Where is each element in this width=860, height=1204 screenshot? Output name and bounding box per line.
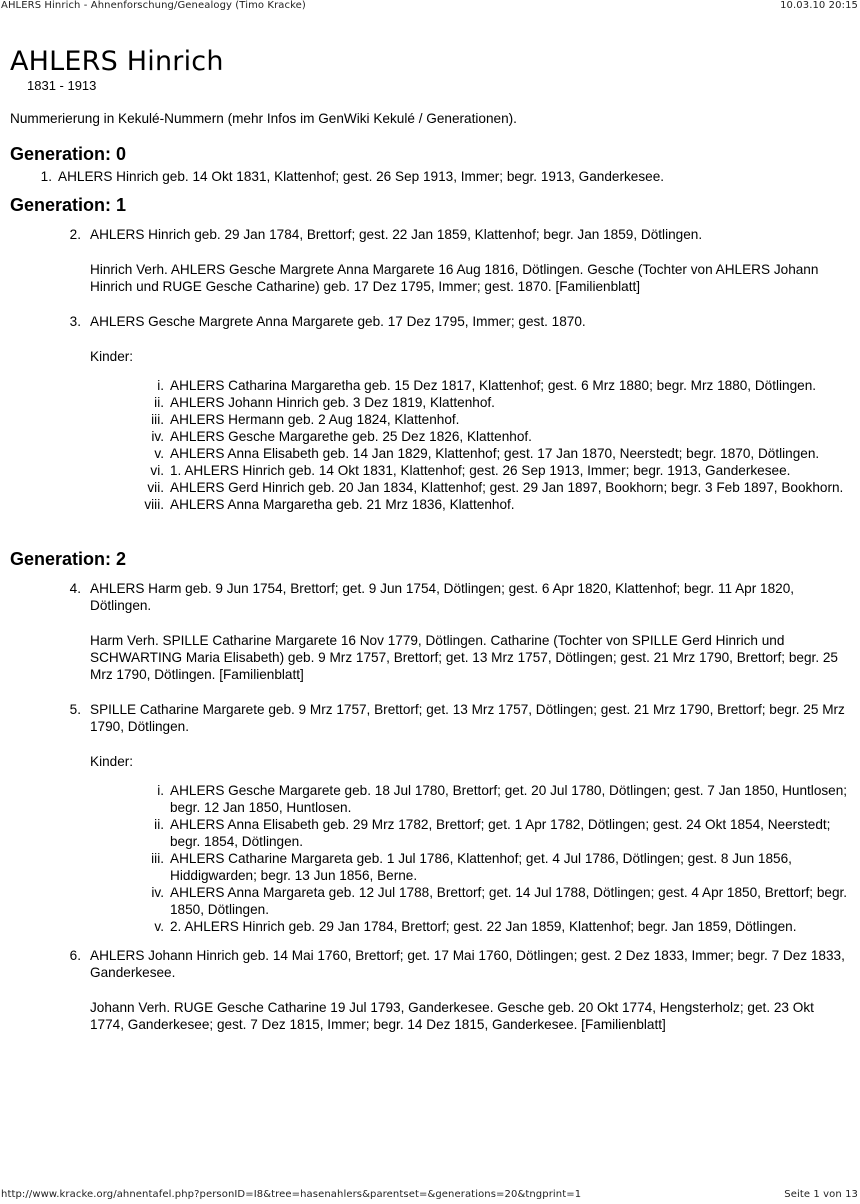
children-list [10,377,848,513]
child-item [10,884,848,918]
child-text: AHLERS Anna Elisabeth geb. 29 Mrz 1782, Brettorf; get. 1 Apr 1782, Dötlingen; gest. 24 Okt 1854, Neerstedt; begr. 1854, Dötlingen. [170,817,831,849]
child-text: AHLERS Gesche Margarethe geb. 25 Dez 1826, Klattenhof. [170,429,532,444]
child-item [10,918,848,935]
child-number: iv. [151,429,164,444]
generation-list [10,580,848,1033]
kekule-number: 3. [69,314,81,329]
generation-heading: Generation: 2 [10,549,127,569]
child-number: vi. [150,463,164,478]
generation-heading: Generation: 0 [10,144,127,164]
child-number: iii. [151,851,164,866]
child-number: iii. [151,412,164,427]
child-item [10,782,848,816]
child-item [10,479,848,496]
child-number: v. [154,446,164,461]
generation-list [10,226,848,513]
ancestor-entry [10,701,848,935]
child-text: AHLERS Anna Margaretha geb. 21 Mrz 1836, Klattenhof. [170,497,515,512]
generation-list [10,168,848,185]
ancestor-text: AHLERS Hinrich geb. 29 Jan 1784, Brettorf; gest. 22 Jan 1859, Klattenhof; begr. Jan 1859, Dötlingen. [90,227,703,242]
kekule-number: 5. [69,702,81,717]
print-footer [0,1189,860,1203]
child-item [10,850,848,884]
child-text: 1. AHLERS Hinrich geb. 14 Okt 1831, Klattenhof; gest. 26 Sep 1913, Immer; begr. 1913, Ganderkesee. [170,463,791,478]
ancestor-entry [10,580,848,683]
child-number: viii. [144,497,164,512]
child-text: AHLERS Gerd Hinrich geb. 20 Jan 1834, Klattenhof; gest. 29 Jan 1897, Bookhorn; begr. 3 Feb 1897, Bookhorn. [170,480,844,495]
life-dates: 1831 - 1913 [27,78,97,93]
child-number: iv. [151,885,164,900]
child-text: AHLERS Hermann geb. 2 Aug 1824, Klattenhof. [170,412,460,427]
intro-text: Nummerierung in Kekulé-Nummern (mehr Infos im GenWiki Kekulé / Generationen). [10,111,517,126]
ancestor-text: AHLERS Gesche Margrete Anna Margarete geb. 17 Dez 1795, Immer; gest. 1870. [90,314,586,329]
print-header-title: AHLERS Hinrich - Ahnenforschung/Genealogy (Timo Kracke) [1,0,306,11]
child-item [10,394,848,411]
child-text: AHLERS Anna Margareta geb. 12 Jul 1788, Brettorf; get. 14 Jul 1788, Dötlingen; gest. 4 Apr 1850, Brettorf; begr. 1850, Dötlingen. [170,885,848,917]
child-item [10,377,848,394]
ancestor-entry [10,226,848,295]
ancestor-text: AHLERS Harm geb. 9 Jun 1754, Brettorf; get. 9 Jun 1754, Dötlingen; gest. 6 Apr 1820, Klattenhof; begr. 11 Apr 1820, Dötlingen. [90,581,795,613]
kekule-number: 6. [69,948,81,963]
child-number: v. [154,919,164,934]
child-item [10,445,848,462]
print-header [0,0,860,14]
print-footer-page-number: Seite 1 von 13 [784,1189,858,1200]
ancestor-text: SPILLE Catharine Margarete geb. 9 Mrz 1757, Brettorf; get. 13 Mrz 1757, Dötlingen; gest. 21 Mrz 1790, Brettorf; begr. 25 Mrz 1790, Dötlingen. [90,702,845,734]
child-item [10,462,848,479]
print-footer-url: http://www.kracke.org/ahnentafel.php?personID=I8&tree=hasenahlers&parentset=&generations=20&tngprint=1 [1,1189,582,1200]
child-item [10,428,848,445]
kekule-number: 1. [40,169,52,184]
ancestor-text: AHLERS Hinrich geb. 14 Okt 1831, Klattenhof; gest. 26 Sep 1913, Immer; begr. 1913, Ganderkesee. [58,169,665,184]
generation-heading: Generation: 1 [10,195,127,215]
child-number: i. [157,378,164,393]
child-text: AHLERS Catharina Margaretha geb. 15 Dez 1817, Klattenhof; gest. 6 Mrz 1880; begr. Mrz 1880, Dötlingen. [170,378,817,393]
kekule-number: 2. [69,227,81,242]
children-label: Kinder: [90,754,134,769]
marriage-text: Johann Verh. RUGE Gesche Catharine 19 Jul 1793, Ganderkesee. Gesche geb. 20 Okt 1774, Hengsterholz; get. 23 Okt 1774, Ganderkesee; gest. 7 Dez 1815, Immer; begr. 14 Dez 1815, Ganderkesee. [Familienblatt] [90,1000,814,1032]
children-list [10,782,848,935]
child-text: AHLERS Gesche Margarete geb. 18 Jul 1780, Brettorf; get. 20 Jul 1780, Dötlingen; gest. 7 Jan 1850, Huntlosen; begr. 12 Jan 1850, Huntlosen. [170,783,848,815]
child-text: 2. AHLERS Hinrich geb. 29 Jan 1784, Brettorf; gest. 22 Jan 1859, Klattenhof; begr. Jan 1859, Dötlingen. [170,919,797,934]
marriage-text: Harm Verh. SPILLE Catharine Margarete 16 Nov 1779, Dötlingen. Catharine (Tochter von SPILLE Gerd Hinrich und SCHWARTING Maria Elisabeth) geb. 9 Mrz 1757, Brettorf; get. 13 Mrz 1757, Dötlingen; gest. 21 Mrz 1790, Brettorf; begr. 25 Mrz 1790, Dötlingen. [Familienblatt] [90,633,838,682]
marriage-text: Hinrich Verh. AHLERS Gesche Margrete Anna Margarete 16 Aug 1816, Dötlingen. Gesche (Tochter von AHLERS Johann Hinrich und RUGE Gesche Catharine) geb. 17 Dez 1795, Immer; gest. 1870. [Familienblatt] [90,262,819,294]
child-text: AHLERS Johann Hinrich geb. 3 Dez 1819, Klattenhof. [170,395,495,410]
children-label: Kinder: [90,349,134,364]
print-header-datetime: 10.03.10 20:15 [780,0,858,11]
page-content [10,46,848,1033]
child-number: ii. [154,395,164,410]
child-text: AHLERS Anna Elisabeth geb. 14 Jan 1829, Klattenhof; gest. 17 Jan 1870, Neerstedt; begr. 1870, Dötlingen. [170,446,820,461]
kekule-number: 4. [69,581,81,596]
child-number: i. [157,783,164,798]
child-number: ii. [154,817,164,832]
ancestor-entry [10,947,848,1033]
page-title: AHLERS Hinrich [10,46,224,77]
child-item [10,411,848,428]
child-item [10,496,848,513]
ancestor-entry [10,313,848,513]
child-number: vii. [147,480,164,495]
ancestor-entry [10,168,848,185]
child-text: AHLERS Catharine Margareta geb. 1 Jul 1786, Klattenhof; get. 4 Jul 1786, Dötlingen; gest. 8 Jun 1856, Hiddigwarden; begr. 13 Jun 1856, Berne. [170,851,792,883]
child-item [10,816,848,850]
ancestor-text: AHLERS Johann Hinrich geb. 14 Mai 1760, Brettorf; get. 17 Mai 1760, Dötlingen; gest. 2 Dez 1833, Immer; begr. 7 Dez 1833, Ganderkesee. [90,948,845,980]
